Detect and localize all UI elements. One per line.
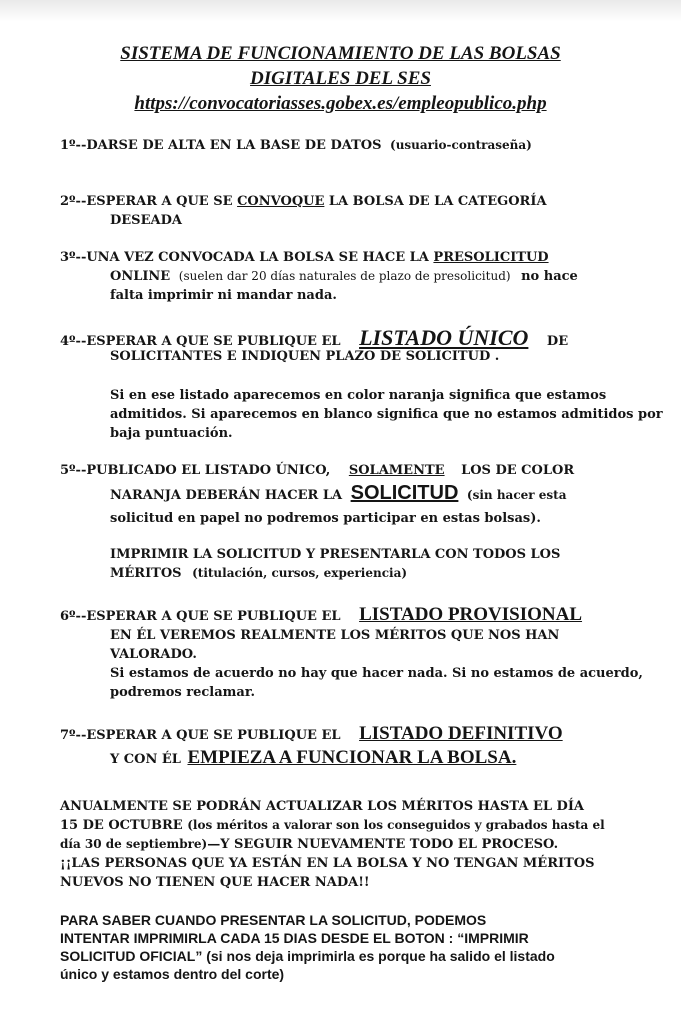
step-1-note: (usuario-contraseña)	[390, 138, 532, 152]
step-3-text: 3º--UNA VEZ CONVOCADA LA BOLSA SE HACE LA	[60, 250, 434, 265]
step-6-para-1: Si estamos de acuerdo no hay que hacer nada. Si no estamos de acuerdo,	[110, 666, 643, 681]
step-3-line-2	[110, 267, 578, 286]
step-7-y-con-el: Y CON ÉL	[110, 752, 181, 767]
step-5-meritos-note: (titulación, cursos, experiencia)	[192, 566, 408, 580]
step-3	[60, 248, 549, 267]
step-1	[60, 136, 532, 155]
step-4-para-2: admitidos. Si aparecemos en blanco significa que no estamos admitidos por	[110, 407, 663, 422]
step-4-de: DE	[546, 334, 569, 349]
top-shadow	[0, 0, 681, 22]
step-3-note: (suelen dar 20 días naturales de plazo de presolicitud)	[178, 269, 511, 283]
step-7-text: 7º--ESPERAR A QUE SE PUBLIQUE EL	[60, 728, 341, 743]
step-6-text: 6º--ESPERAR A QUE SE PUBLIQUE EL	[60, 609, 341, 624]
step-3-underlined: PRESOLICITUD	[433, 250, 549, 265]
step-5	[60, 461, 574, 480]
step-4-para-1: Si en ese listado aparecemos en color naranja significa que estamos	[110, 388, 607, 403]
step-7	[60, 724, 563, 745]
step-4-para-3: baja puntuación.	[110, 426, 233, 441]
title-line-1: SISTEMA DE FUNCIONAMIENTO DE LAS BOLSAS	[120, 43, 561, 64]
step-3-no-hace: no hace	[521, 269, 578, 284]
listado-definitivo-heading: LISTADO DEFINITIVO	[359, 723, 563, 744]
step-2-line-2: DESEADA	[110, 213, 182, 228]
final-line-1: PARA SABER CUANDO PRESENTAR LA SOLICITUD, PODEMOS	[60, 912, 487, 928]
annual-repeat: —Y SEGUIR NUEVAMENTE TODO EL PROCESO.	[207, 837, 559, 852]
annual-line-2	[60, 816, 605, 835]
solicitud-heading: SOLICITUD	[350, 482, 459, 504]
annual-line-1: ANUALMENTE SE PODRÁN ACTUALIZAR LOS MÉRITOS HASTA EL DÍA	[60, 799, 584, 814]
annual-line-4: ¡¡LAS PERSONAS QUE YA ESTÁN EN LA BOLSA Y NO TENGAN MÉRITOS	[60, 856, 595, 871]
step-3-online: ONLINE	[110, 269, 171, 284]
step-5-para-2	[110, 564, 407, 583]
listado-unico-heading: LISTADO ÚNICO	[359, 325, 529, 350]
step-2-text: 2º--ESPERAR A QUE SE	[60, 194, 238, 209]
step-6-line-3: VALORADO.	[110, 647, 197, 662]
title-url: https://convocatoriasses.gobex.es/empleopublico.php	[134, 93, 547, 114]
annual-line-5: NUEVOS NO TIENEN QUE HACER NADA!!	[60, 875, 370, 890]
step-5-para-1: IMPRIMIR LA SOLICITUD Y PRESENTARLA CON TODOS LOS	[110, 547, 561, 562]
step-7-line-2	[110, 748, 516, 769]
empieza-bolsa-heading: EMPIEZA A FUNCIONAR LA BOLSA.	[187, 747, 517, 768]
step-5-color: LOS DE COLOR	[461, 463, 575, 478]
listado-provisional-heading: LISTADO PROVISIONAL	[359, 604, 583, 625]
step-5-line-3: solicitud en papel no podremos participar en estas bolsas).	[110, 511, 541, 526]
step-2-text-end: LA BOLSA DE LA CATEGORÍA	[324, 194, 547, 209]
annual-date: 15 DE OCTUBRE	[60, 818, 183, 833]
step-6-para-2: podremos reclamar.	[110, 685, 255, 700]
step-5-sin-hacer: (sin hacer esta	[466, 488, 567, 502]
step-6-line-2: EN ÉL VEREMOS REALMENTE LOS MÉRITOS QUE NOS HAN	[110, 628, 560, 643]
annual-note: (los méritos a valorar son los conseguidos y grabados hasta el	[187, 818, 605, 832]
step-1-text: 1º--DARSE DE ALTA EN LA BASE DE DATOS	[60, 138, 382, 153]
step-4-line-2: SOLICITANTES E INDIQUEN PLAZO DE SOLICITUD .	[110, 349, 500, 364]
step-4-text: 4º--ESPERAR A QUE SE PUBLIQUE EL	[60, 334, 341, 349]
final-line-3: SOLICITUD OFICIAL” (si nos deja imprimirla es porque ha salido el listado	[60, 948, 555, 964]
step-5-line-2	[110, 484, 566, 505]
step-6	[60, 605, 582, 626]
step-2	[60, 192, 547, 211]
final-line-4: único y estamos dentro del corte)	[60, 966, 285, 982]
step-3-line-3: falta imprimir ni mandar nada.	[110, 288, 337, 303]
step-5-solamente: SOLAMENTE	[348, 463, 445, 478]
step-5-naranja: NARANJA DEBERÁN HACER LA	[110, 488, 343, 503]
annual-line-3	[60, 835, 558, 854]
title-line-2: DIGITALES DEL SES	[250, 68, 431, 89]
step-5-meritos: MÉRITOS	[110, 566, 182, 581]
annual-note-end: día 30 de septiembre)	[60, 837, 208, 851]
step-5-text: 5º--PUBLICADO EL LISTADO ÚNICO,	[60, 463, 331, 478]
step-2-underlined: CONVOQUE	[237, 194, 325, 209]
final-line-2: INTENTAR IMPRIMIRLA CADA 15 DIAS DESDE EL BOTON : “IMPRIMIR	[60, 930, 529, 946]
